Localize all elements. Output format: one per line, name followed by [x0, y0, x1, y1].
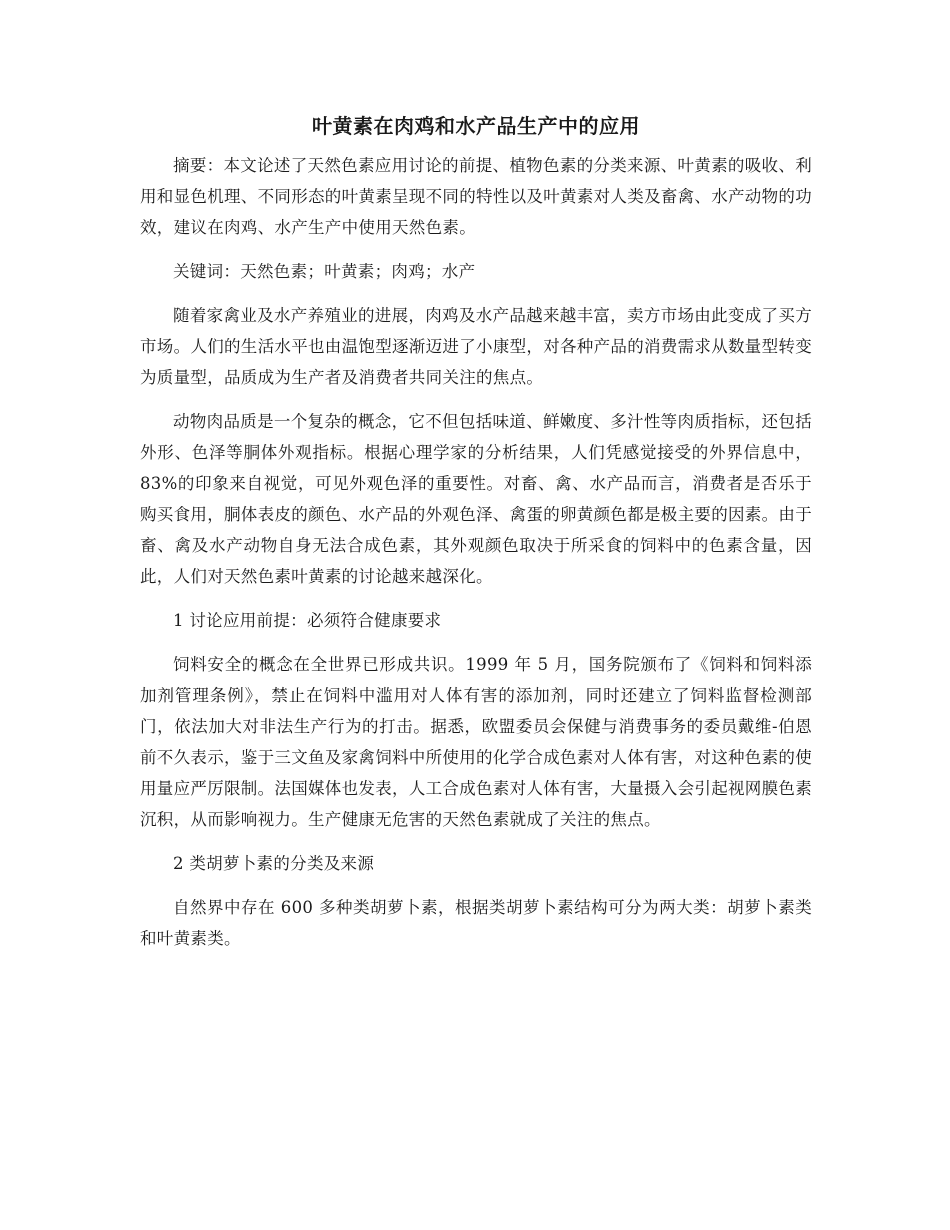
document-title: 叶黄素在肉鸡和水产品生产中的应用	[312, 114, 640, 138]
keywords-line: 关键词：天然色素；叶黄素；肉鸡；水产	[173, 262, 476, 281]
body-paragraph-2: 动物肉品质是一个复杂的概念，它不但包括味道、鲜嫩度、多汁性等肉质指标，还包括外形、色泽等胴体外观指标。根据心理学家的分析结果，人们凭感觉接受的外界信息中，83%的印象来自视觉，可见外观色泽的重要性。对畜、禽、水产品而言，消费者是否乐于购买食用，胴体表皮的颜色、水产品的外观色泽、禽蛋的卵黄颜色都是极主要的因素。由于畜、禽及水产动物自身无法合成色素，其外观颜色取决于所采食的饲料中的色素含量，因此，人们对天然色素叶黄素的讨论越来越深化。	[140, 412, 812, 586]
document-page	[140, 112, 812, 967]
section-1-heading: 1 讨论应用前提：必须符合健康要求	[173, 611, 442, 630]
abstract-paragraph: 摘要：本文论述了天然色素应用讨论的前提、植物色素的分类来源、叶黄素的吸收、利用和显色机理、不同形态的叶黄素呈现不同的特性以及叶黄素对人类及畜禽、水产动物的功效，建议在肉鸡、水产生产中使用天然色素。	[140, 156, 812, 237]
section-2-heading: 2 类胡萝卜素的分类及来源	[173, 854, 375, 873]
body-paragraph-1: 随着家禽业及水产养殖业的进展，肉鸡及水产品越来越丰富，卖方市场由此变成了买方市场。人们的生活水平也由温饱型逐渐迈进了小康型，对各种产品的消费需求从数量型转变为质量型，品质成为生产者及消费者共同关注的焦点。	[140, 306, 812, 387]
body-paragraph-4: 自然界中存在 600 多种类胡萝卜素，根据类胡萝卜素结构可分为两大类：胡萝卜素类和叶黄素类。	[140, 898, 812, 948]
body-paragraph-3: 饲料安全的概念在全世界已形成共识。1999 年 5 月，国务院颁布了《饲料和饲料添加剂管理条例》，禁止在饲料中滥用对人体有害的添加剂，同时还建立了饲料监督检测部门，依法加大对非法生产行为的打击。据悉，欧盟委员会保健与消费事务的委员戴维-伯恩前不久表示，鉴于三文鱼及家禽饲料中所使用的化学合成色素对人体有害，对这种色素的使用量应严厉限制。法国媒体也发表，人工合成色素对人体有害，大量摄入会引起视网膜色素沉积，从而影响视力。生产健康无危害的天然色素就成了关注的焦点。	[140, 655, 812, 829]
